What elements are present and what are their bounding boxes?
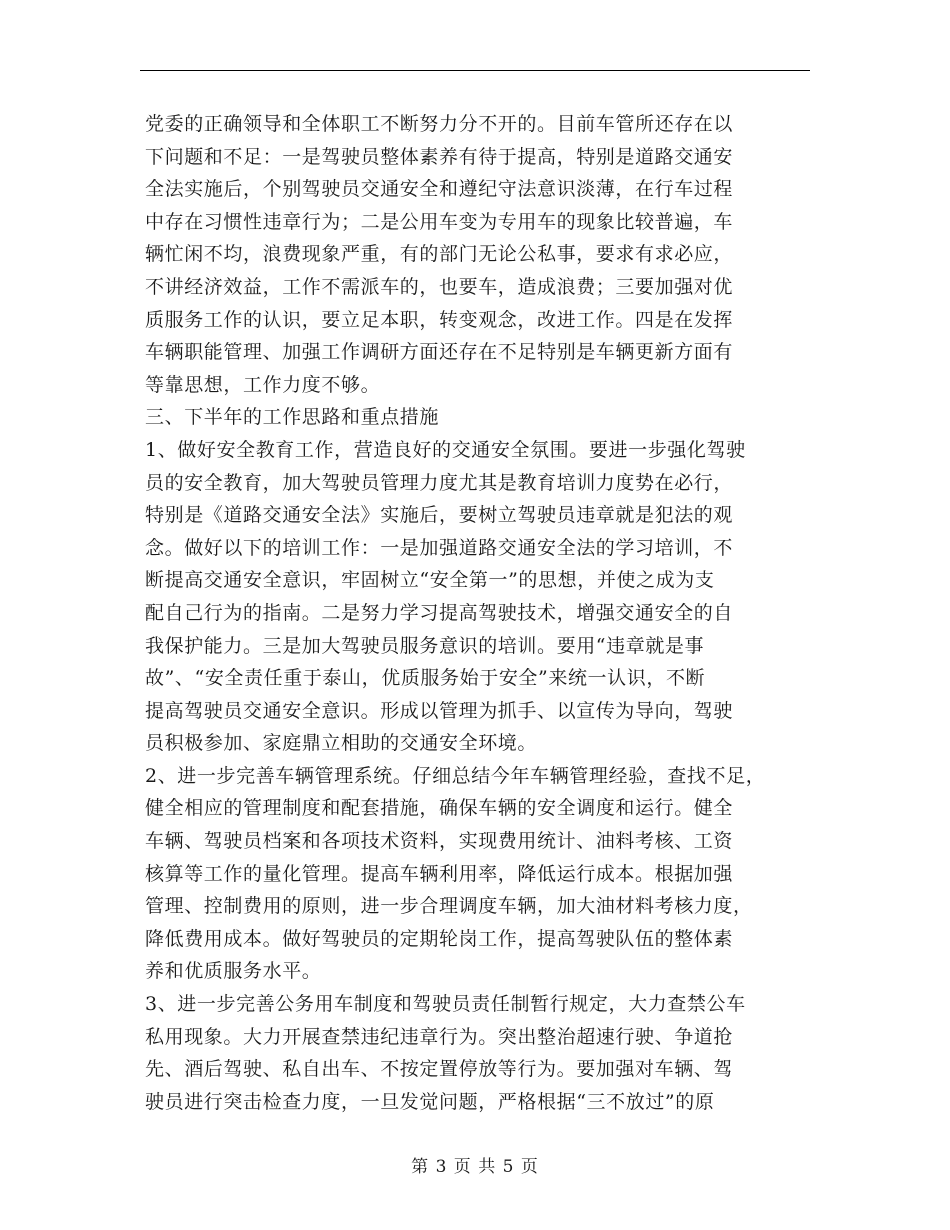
text-line: 私用现象。大力开展查禁违纪违章行为。突出整治超速行驶、争道抢	[145, 1025, 734, 1048]
text-line: 养和优质服务水平。	[145, 960, 322, 983]
text-line: 车辆、驾驶员档案和各项技术资料，实现费用统计、油料考核、工资	[145, 830, 734, 853]
text-line: 驶员进行突击检查力度，一旦发觉问题，严格根据“三不放过”的原	[145, 1090, 715, 1113]
text-line: 配自己行为的指南。二是努力学习提高驾驶技术，增强交通安全的自	[145, 601, 734, 624]
header-rule	[140, 70, 810, 71]
text-line: 我保护能力。三是加大驾驶员服务意识的培训。要用“违章就是事	[145, 634, 705, 657]
text-line: 1、做好安全教育工作，营造良好的交通安全氛围。要进一步强化驾驶	[145, 438, 746, 461]
text-line: 员积极参加、家庭鼎立相助的交通安全环境。	[145, 732, 538, 755]
text-line: 质服务工作的认识，要立足本职，转变观念，改进工作。四是在发挥	[145, 308, 734, 331]
text-line: 念。做好以下的培训工作：一是加强道路交通安全法的学习培训，不	[145, 536, 734, 559]
text-line: 先、酒后驾驶、私自出车、不按定置停放等行为。要加强对车辆、驾	[145, 1058, 734, 1081]
page-number-footer: 第 3 页 共 5 页	[411, 1157, 539, 1177]
text-line: 降低费用成本。做好驾驶员的定期轮岗工作，提高驾驶队伍的整体素	[145, 927, 734, 950]
text-line: 2、进一步完善车辆管理系统。仔细总结今年车辆管理经验，查找不足，	[145, 764, 766, 787]
text-line: 员的安全教育，加大驾驶员管理力度尤其是教育培训力度势在必行，	[145, 471, 734, 494]
text-line: 管理、控制费用的原则，进一步合理调度车辆，加大油材料考核力度，	[145, 895, 753, 918]
text-line: 车辆职能管理、加强工作调研方面还存在不足特别是车辆更新方面有	[145, 341, 734, 364]
text-line: 辆忙闲不均，浪费现象严重，有的部门无论公私事，要求有求必应，	[145, 243, 734, 266]
text-line: 提高驾驶员交通安全意识。形成以管理为抓手、以宣传为导向，驾驶	[145, 699, 734, 722]
text-line: 3、进一步完善公务用车制度和驾驶员责任制暂行规定，大力查禁公车	[145, 993, 746, 1016]
text-line: 断提高交通安全意识，牢固树立“安全第一”的思想，并使之成为支	[145, 569, 715, 592]
text-line: 等靠思想，工作力度不够。	[145, 373, 381, 396]
text-line: 不讲经济效益，工作不需派车的，也要车，造成浪费；三要加强对优	[145, 275, 734, 298]
text-line: 核算等工作的量化管理。提高车辆利用率，降低运行成本。根据加强	[145, 862, 734, 885]
text-line: 特别是《道路交通安全法》实施后，要树立驾驶员违章就是犯法的观	[145, 504, 734, 527]
text-line: 全法实施后，个别驾驶员交通安全和遵纪守法意识淡薄，在行车过程	[145, 178, 734, 201]
document-body	[145, 108, 825, 1118]
section-heading: 三、下半年的工作思路和重点措施	[145, 406, 440, 429]
text-line: 中存在习惯性违章行为；二是公用车变为专用车的现象比较普遍，车	[145, 210, 734, 233]
text-line: 党委的正确领导和全体职工不断努力分不开的。目前车管所还存在以	[145, 113, 734, 135]
text-line: 故”、“安全责任重于泰山，优质服务始于安全”来统一认识，不断	[145, 667, 706, 690]
text-line: 下问题和不足：一是驾驶员整体素养有待于提高，特别是道路交通安	[145, 145, 734, 168]
text-line: 健全相应的管理制度和配套措施，确保车辆的安全调度和运行。健全	[145, 797, 734, 820]
